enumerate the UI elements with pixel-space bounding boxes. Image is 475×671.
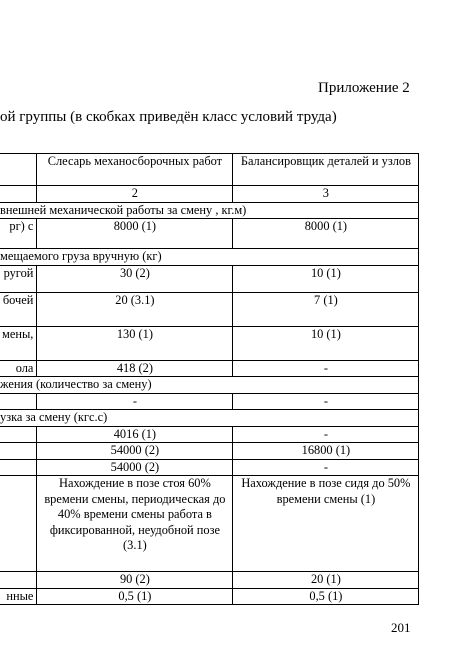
row-label: нные <box>0 588 37 605</box>
table-row <box>0 265 419 292</box>
row-label: рг) с <box>0 219 37 249</box>
cell-value: 20 (3.1) <box>37 292 233 326</box>
cell-value: 8000 (1) <box>233 219 419 249</box>
cell-value: 16800 (1) <box>233 443 419 460</box>
table-row <box>0 219 419 249</box>
row-label: мены, <box>0 326 37 360</box>
table-row <box>0 393 419 410</box>
row-label <box>0 393 37 410</box>
cell-value: 8000 (1) <box>37 219 233 249</box>
row-label <box>0 426 37 443</box>
table-row <box>0 292 419 326</box>
section-row <box>0 377 419 394</box>
cell-value: - <box>233 393 419 410</box>
row-label: ола <box>0 360 37 377</box>
header-cell-1 <box>0 154 37 186</box>
working-conditions-table <box>0 153 419 605</box>
cell-value: 10 (1) <box>233 326 419 360</box>
cell-value: 0,5 (1) <box>37 588 233 605</box>
cell-value: - <box>233 426 419 443</box>
row-label: ругой <box>0 265 37 292</box>
cell-value: 90 (2) <box>37 572 233 589</box>
cell-value: 418 (2) <box>37 360 233 377</box>
cell-value: - <box>37 393 233 410</box>
cell-value: 130 (1) <box>37 326 233 360</box>
section-row <box>0 249 419 266</box>
cell-value: 54000 (2) <box>37 443 233 460</box>
cell-value: Нахождение в позе сидя до 50% времени смены (1) <box>233 476 419 572</box>
column-number-row <box>0 186 419 203</box>
appendix-label: Приложение 2 <box>318 80 410 96</box>
table-row <box>0 443 419 460</box>
cell-value: 30 (2) <box>37 265 233 292</box>
section-row <box>0 202 419 219</box>
table-title: ой группы (в скобках приведён класс условий труда) <box>0 109 337 125</box>
section-heading: внешней механической работы за смену , кг.м) <box>0 202 419 219</box>
table-row <box>0 326 419 360</box>
section-row <box>0 410 419 427</box>
table-row <box>0 360 419 377</box>
cell-value: 20 (1) <box>233 572 419 589</box>
row-label <box>0 459 37 476</box>
cell-value: Нахождение в позе стоя 60% времени смены, периодическая до 40% времени смены работа в фиксированной, неудобной позе (3.1) <box>37 476 233 572</box>
row-label: бочей <box>0 292 37 326</box>
cell-value: - <box>233 459 419 476</box>
cell-value: 54000 (2) <box>37 459 233 476</box>
header-cell-fitter: Слесарь механосборочных работ <box>37 154 233 186</box>
cell-value: 10 (1) <box>233 265 419 292</box>
column-number-3: 3 <box>233 186 419 203</box>
cell-value: 7 (1) <box>233 292 419 326</box>
table-row <box>0 476 419 572</box>
cell-value: - <box>233 360 419 377</box>
table-row <box>0 459 419 476</box>
row-label <box>0 476 37 572</box>
section-heading: мещаемого груза вручную (кг) <box>0 249 419 266</box>
table-row <box>0 588 419 605</box>
cell-value: 0,5 (1) <box>233 588 419 605</box>
column-number-2: 2 <box>37 186 233 203</box>
page-number: 201 <box>391 620 411 635</box>
row-label <box>0 572 37 589</box>
section-heading: жения (количество за смену) <box>0 377 419 394</box>
header-row <box>0 154 419 186</box>
table-row <box>0 426 419 443</box>
cell-value: 4016 (1) <box>37 426 233 443</box>
header-cell-balancer: Балансировщик деталей и узлов <box>233 154 419 186</box>
table-row <box>0 572 419 589</box>
section-heading: узка за смену (кгс.с) <box>0 410 419 427</box>
row-label <box>0 443 37 460</box>
